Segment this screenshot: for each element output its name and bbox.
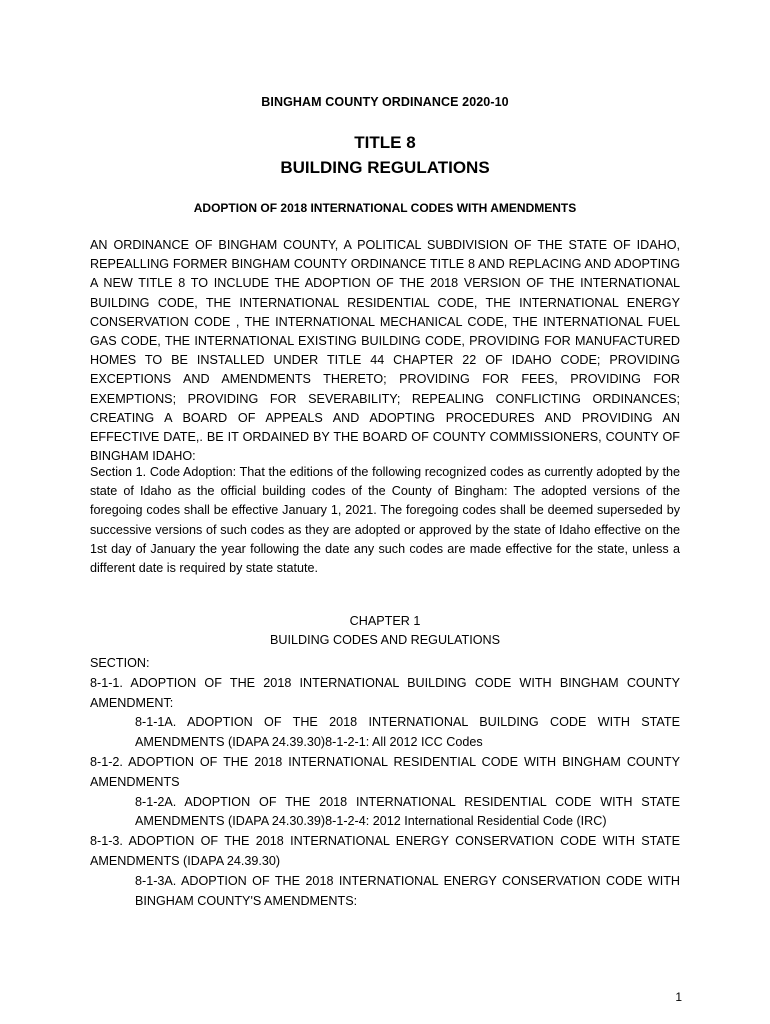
title-name: BUILDING REGULATIONS (280, 158, 490, 177)
section-list (90, 654, 680, 911)
ordinance-number: BINGHAM COUNTY ORDINANCE 2020-10 (261, 95, 509, 109)
adoption-heading: ADOPTION OF 2018 INTERNATIONAL CODES WITH AMENDMENTS (193, 201, 577, 215)
chapter-heading: CHAPTER 1 (349, 614, 421, 628)
page-number: 1 (675, 990, 682, 1004)
title-number: TITLE 8 (354, 133, 416, 152)
section-item-8-1-2: 8-1-2. ADOPTION OF THE 2018 INTERNATIONAL RESIDENTIAL CODE WITH BINGHAM COUNTY AMENDMENTS (90, 754, 680, 789)
chapter-title: BUILDING CODES AND REGULATIONS (270, 633, 500, 647)
section-item-8-1-2a: 8-1-2A. ADOPTION OF THE 2018 INTERNATIONAL RESIDENTIAL CODE WITH STATE AMENDMENTS (IDAPA 24.30.39)8-1-2-4: 2012 International Residential Code (IRC) (135, 794, 680, 829)
section-item-8-1-1: 8-1-1. ADOPTION OF THE 2018 INTERNATIONAL BUILDING CODE WITH BINGHAM COUNTY AMENDMENT: (90, 675, 680, 710)
section-1-paragraph: Section 1. Code Adoption: That the editions of the following recognized codes as currently adopted by the state of Idaho as the official building codes of the County of Bingham: The adopted versions of the foregoing codes shall be effective January 1, 2021. The foregoing codes shall be deemed superseded by successive versions of such codes as they are adopted or approved by the state of Idaho effective on the 1st day of January the year following the date any such codes are made effective for the state, unless a different date is required by state statute. (90, 465, 680, 576)
section-item-8-1-3: 8-1-3. ADOPTION OF THE 2018 INTERNATIONAL ENERGY CONSERVATION CODE WITH STATE AMENDMENTS (IDAPA 24.39.30) (90, 834, 680, 868)
preamble-paragraph: AN ORDINANCE OF BINGHAM COUNTY, A POLITICAL SUBDIVISION OF THE STATE OF IDAHO, REPEALLING FORMER BINGHAM COUNTY ORDINANCE TITLE 8 AND REPLACING AND ADOPTING A NEW TITLE 8 TO INCLUDE THE ADOPTION OF THE 2018 VERSION OF THE INTERNATIONAL BUILDING CODE, THE INTERNATIONAL RESIDENTIAL CODE, THE INTERNATIONAL ENERGY CONSERVATION CODE , THE INTERNATIONAL MECHANICAL CODE, THE INTERNATIONAL FUEL GAS CODE, THE INTERNATIONAL EXISTING BUILDING CODE, PROVIDING FOR MANUFACTURED HOMES TO BE INSTALLED UNDER TITLE 44 CHAPTER 22 OF IDAHO CODE; PROVIDING EXCEPTIONS AND AMENDMENTS THERETO; PROVIDING FOR FEES, PROVIDING FOR EXEMPTIONS; PROVIDING FOR SEVERABILITY; REPEALING CONFLICTING ORDINANCES; CREATING A BOARD OF APPEALS AND ADOPTING PROCEDURES AND PROVIDING AN EFFECTIVE DATE,. BE IT ORDAINED BY THE BOARD OF COUNTY COMMISSIONERS, COUNTY OF BINGHAM IDAHO: (90, 238, 680, 464)
section-item-8-1-3a: 8-1-3A. ADOPTION OF THE 2018 INTERNATIONAL ENERGY CONSERVATION CODE WITH BINGHAM COUNTY'S AMENDMENTS: (135, 873, 680, 908)
section-item-8-1-1a: 8-1-1A. ADOPTION OF THE 2018 INTERNATIONAL BUILDING CODE WITH STATE AMENDMENTS (IDAPA 24.39.30)8-1-2-1: All 2012 ICC Codes (135, 715, 680, 750)
section-label: SECTION: (90, 656, 150, 670)
